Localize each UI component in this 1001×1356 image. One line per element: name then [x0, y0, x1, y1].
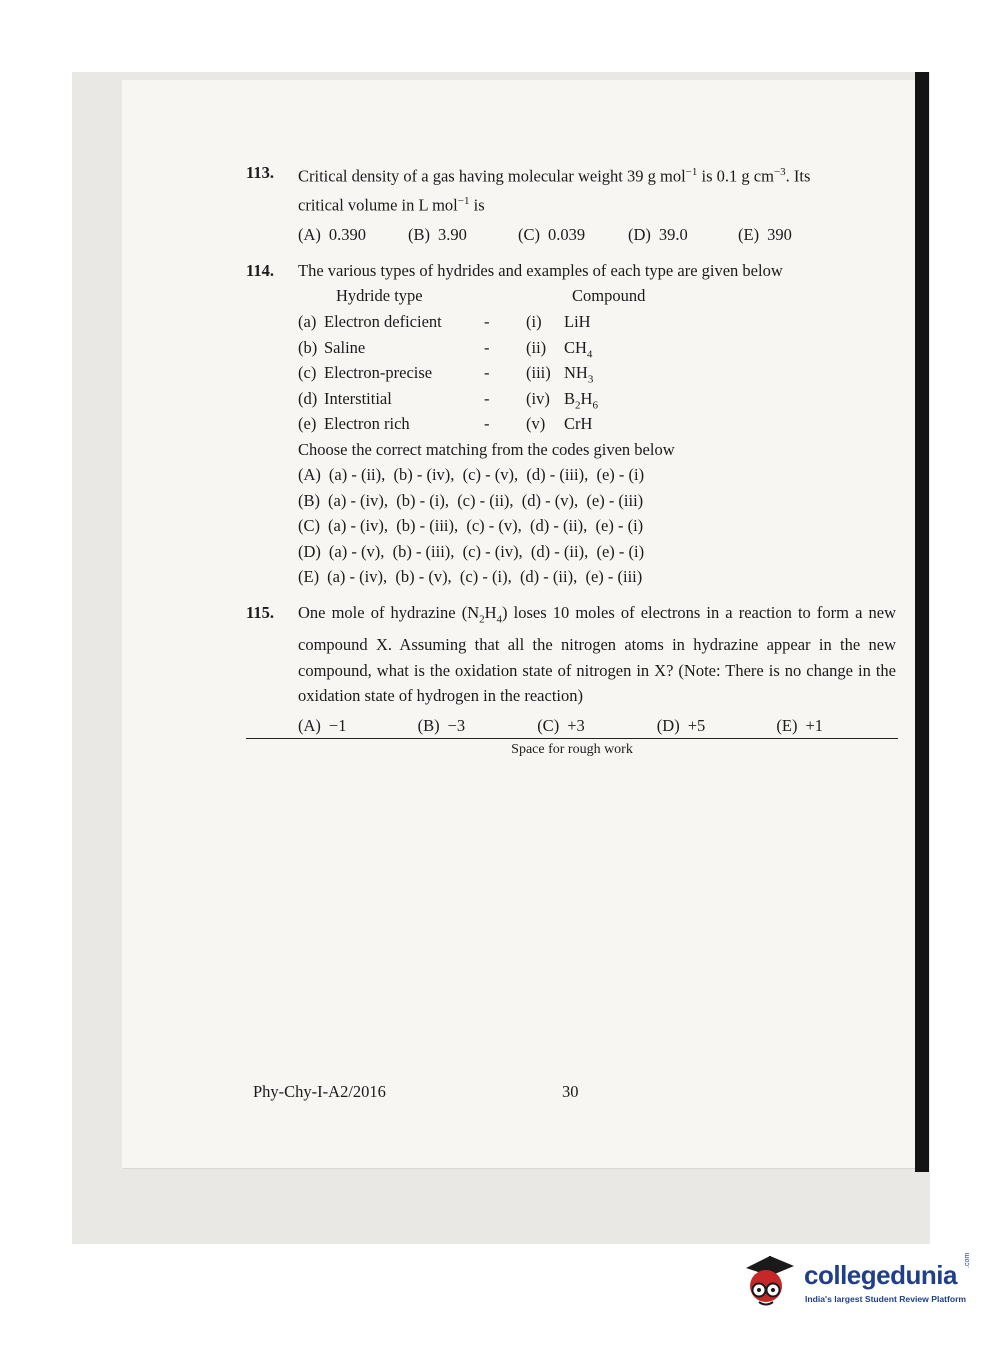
option-a — [298, 462, 896, 488]
option-label: (C) — [537, 715, 560, 735]
option-d — [298, 539, 896, 565]
option-a — [298, 222, 408, 248]
questions — [246, 160, 896, 748]
row-key: (c) — [298, 363, 317, 382]
row-key: (e) — [298, 414, 317, 433]
collegedunia-logo — [742, 1254, 972, 1316]
option-c — [298, 513, 896, 539]
hydride-type: Electron-precise — [324, 363, 433, 382]
roman-key: (i) — [526, 312, 542, 331]
option-e — [298, 564, 896, 590]
option-label: (D) — [298, 541, 321, 561]
option-d — [657, 713, 777, 739]
subscript: 2 — [479, 612, 485, 625]
row-key: (a) — [298, 312, 317, 331]
header-hydride-type: Hydride type — [336, 286, 423, 305]
option-c — [537, 713, 657, 739]
question-number: 113. — [246, 163, 274, 182]
option-value: −1 — [328, 715, 347, 735]
option-label: (E) — [298, 567, 320, 586]
text-part: H — [484, 602, 497, 622]
question-113 — [246, 160, 896, 248]
table-row — [298, 335, 896, 361]
option-value: (a) - (iv), (b) - (i), (c) - (ii), (d) - (v), (e) - (iii) — [328, 490, 644, 510]
hydride-type: Saline — [324, 337, 366, 357]
table-row — [298, 411, 896, 437]
text-part: is — [469, 195, 485, 215]
dash: - — [484, 414, 490, 433]
option-e — [776, 713, 896, 739]
option-value: (a) - (iv), (b) - (iii), (c) - (v), (d) - (ii), (e) - (i) — [328, 516, 644, 535]
subscript: 4 — [496, 612, 503, 625]
row-key: (b) — [298, 337, 318, 357]
option-c — [518, 222, 628, 248]
text-part: ) loses 10 moles of electrons in a reaction to form a new compound X. Assuming that all the nitrogen atoms in hydrazine appear in the new compound, what is the oxidation state of nitrogen in X? (Note: There is no change in the oxidation state of hydrogen in the reaction) — [298, 602, 897, 706]
hydride-type: Electron rich — [324, 414, 410, 433]
compound: $CH_4$ — [564, 337, 593, 360]
question-text: The various types of hydrides and examples of each type are given below — [298, 260, 783, 280]
divider — [246, 738, 898, 739]
text-part: is 0.1 g cm — [697, 166, 774, 186]
table-row — [298, 309, 896, 335]
hydride-type: Electron deficient — [324, 312, 442, 331]
paper-code: Phy-Chy-I-A2/2016 — [253, 1082, 386, 1101]
options — [298, 222, 896, 248]
dash: - — [484, 388, 490, 408]
question-114 — [246, 258, 896, 590]
option-label: (B) — [298, 490, 320, 510]
option-value: +5 — [687, 715, 706, 735]
logo-wordmark: collegedunia — [804, 1260, 957, 1290]
superscript: −3 — [773, 166, 786, 178]
option-label: (D) — [656, 715, 680, 735]
option-value: +1 — [805, 715, 824, 735]
option-e — [738, 222, 848, 248]
row-key: (d) — [298, 388, 318, 408]
text-part: . Its — [785, 166, 811, 186]
code-options — [298, 462, 896, 590]
dash: - — [484, 363, 490, 382]
table-row — [298, 386, 896, 412]
options — [298, 713, 896, 739]
option-value: 3.90 — [438, 225, 467, 244]
option-value: 0.390 — [328, 225, 367, 244]
option-a — [298, 713, 418, 739]
roman-key: (iv) — [526, 388, 550, 408]
option-b — [408, 222, 518, 248]
superscript: −1 — [457, 195, 470, 207]
roman-key: (ii) — [526, 337, 547, 357]
question-number: 114. — [246, 260, 274, 280]
question-text — [298, 160, 896, 218]
compound: $NH_3$ — [564, 363, 594, 386]
question-115 — [246, 600, 896, 739]
option-value: (a) - (v), (b) - (iii), (c) - (iv), (d) - (ii), (e) - (i) — [328, 541, 645, 561]
option-value: 39.0 — [658, 225, 688, 244]
option-label: (A) — [298, 465, 321, 484]
dash: - — [484, 337, 490, 357]
option-b — [418, 713, 538, 739]
option-value: (a) - (ii), (b) - (iv), (c) - (v), (d) - (iii), (e) - (i) — [328, 465, 645, 484]
header-compound: Compound — [572, 286, 646, 305]
hydride-table — [298, 283, 896, 437]
option-label: (A) — [298, 715, 321, 735]
question-text — [298, 600, 896, 709]
table-row — [298, 360, 896, 386]
option-value: 390 — [767, 225, 792, 244]
rough-work-label: Space for rough work — [511, 742, 633, 757]
text-part: One mole of hydrazine (N — [298, 602, 480, 622]
compound: $B_2H_6$ — [564, 388, 598, 411]
page-number: 30 — [562, 1082, 579, 1101]
option-label: (E) — [738, 225, 760, 244]
text-part: critical volume in L mol — [298, 195, 458, 215]
roman-key: (iii) — [526, 363, 551, 382]
roman-key: (v) — [526, 414, 546, 433]
option-d — [628, 222, 738, 248]
option-label: (E) — [776, 715, 798, 735]
option-label: (A) — [298, 225, 321, 244]
option-label: (B) — [408, 225, 430, 244]
hydride-type: Interstitial — [324, 388, 392, 408]
option-value: −3 — [447, 715, 466, 735]
instruction: Choose the correct matching from the codes given below — [298, 439, 675, 459]
binding-edge — [915, 72, 929, 1172]
mascot-icon — [742, 1254, 800, 1312]
logo-tagline: India's largest Student Review Platform — [805, 1294, 967, 1304]
option-value: +3 — [567, 715, 585, 735]
dash: - — [484, 312, 490, 331]
superscript: −1 — [685, 166, 698, 178]
option-label: (C) — [518, 225, 540, 244]
option-label: (C) — [298, 516, 320, 535]
option-label: (D) — [628, 225, 651, 244]
text-part: Critical density of a gas having molecular weight 39 g mol — [298, 166, 686, 186]
question-number: 115. — [246, 602, 274, 622]
option-value: 0.039 — [548, 225, 586, 244]
option-value: (a) - (iv), (b) - (v), (c) - (i), (d) - (ii), (e) - (iii) — [327, 567, 643, 586]
compound: CrH — [564, 414, 593, 433]
logo-domain: .com — [964, 1252, 971, 1268]
option-b — [298, 488, 896, 514]
option-label: (B) — [417, 715, 440, 735]
compound: LiH — [564, 312, 591, 331]
